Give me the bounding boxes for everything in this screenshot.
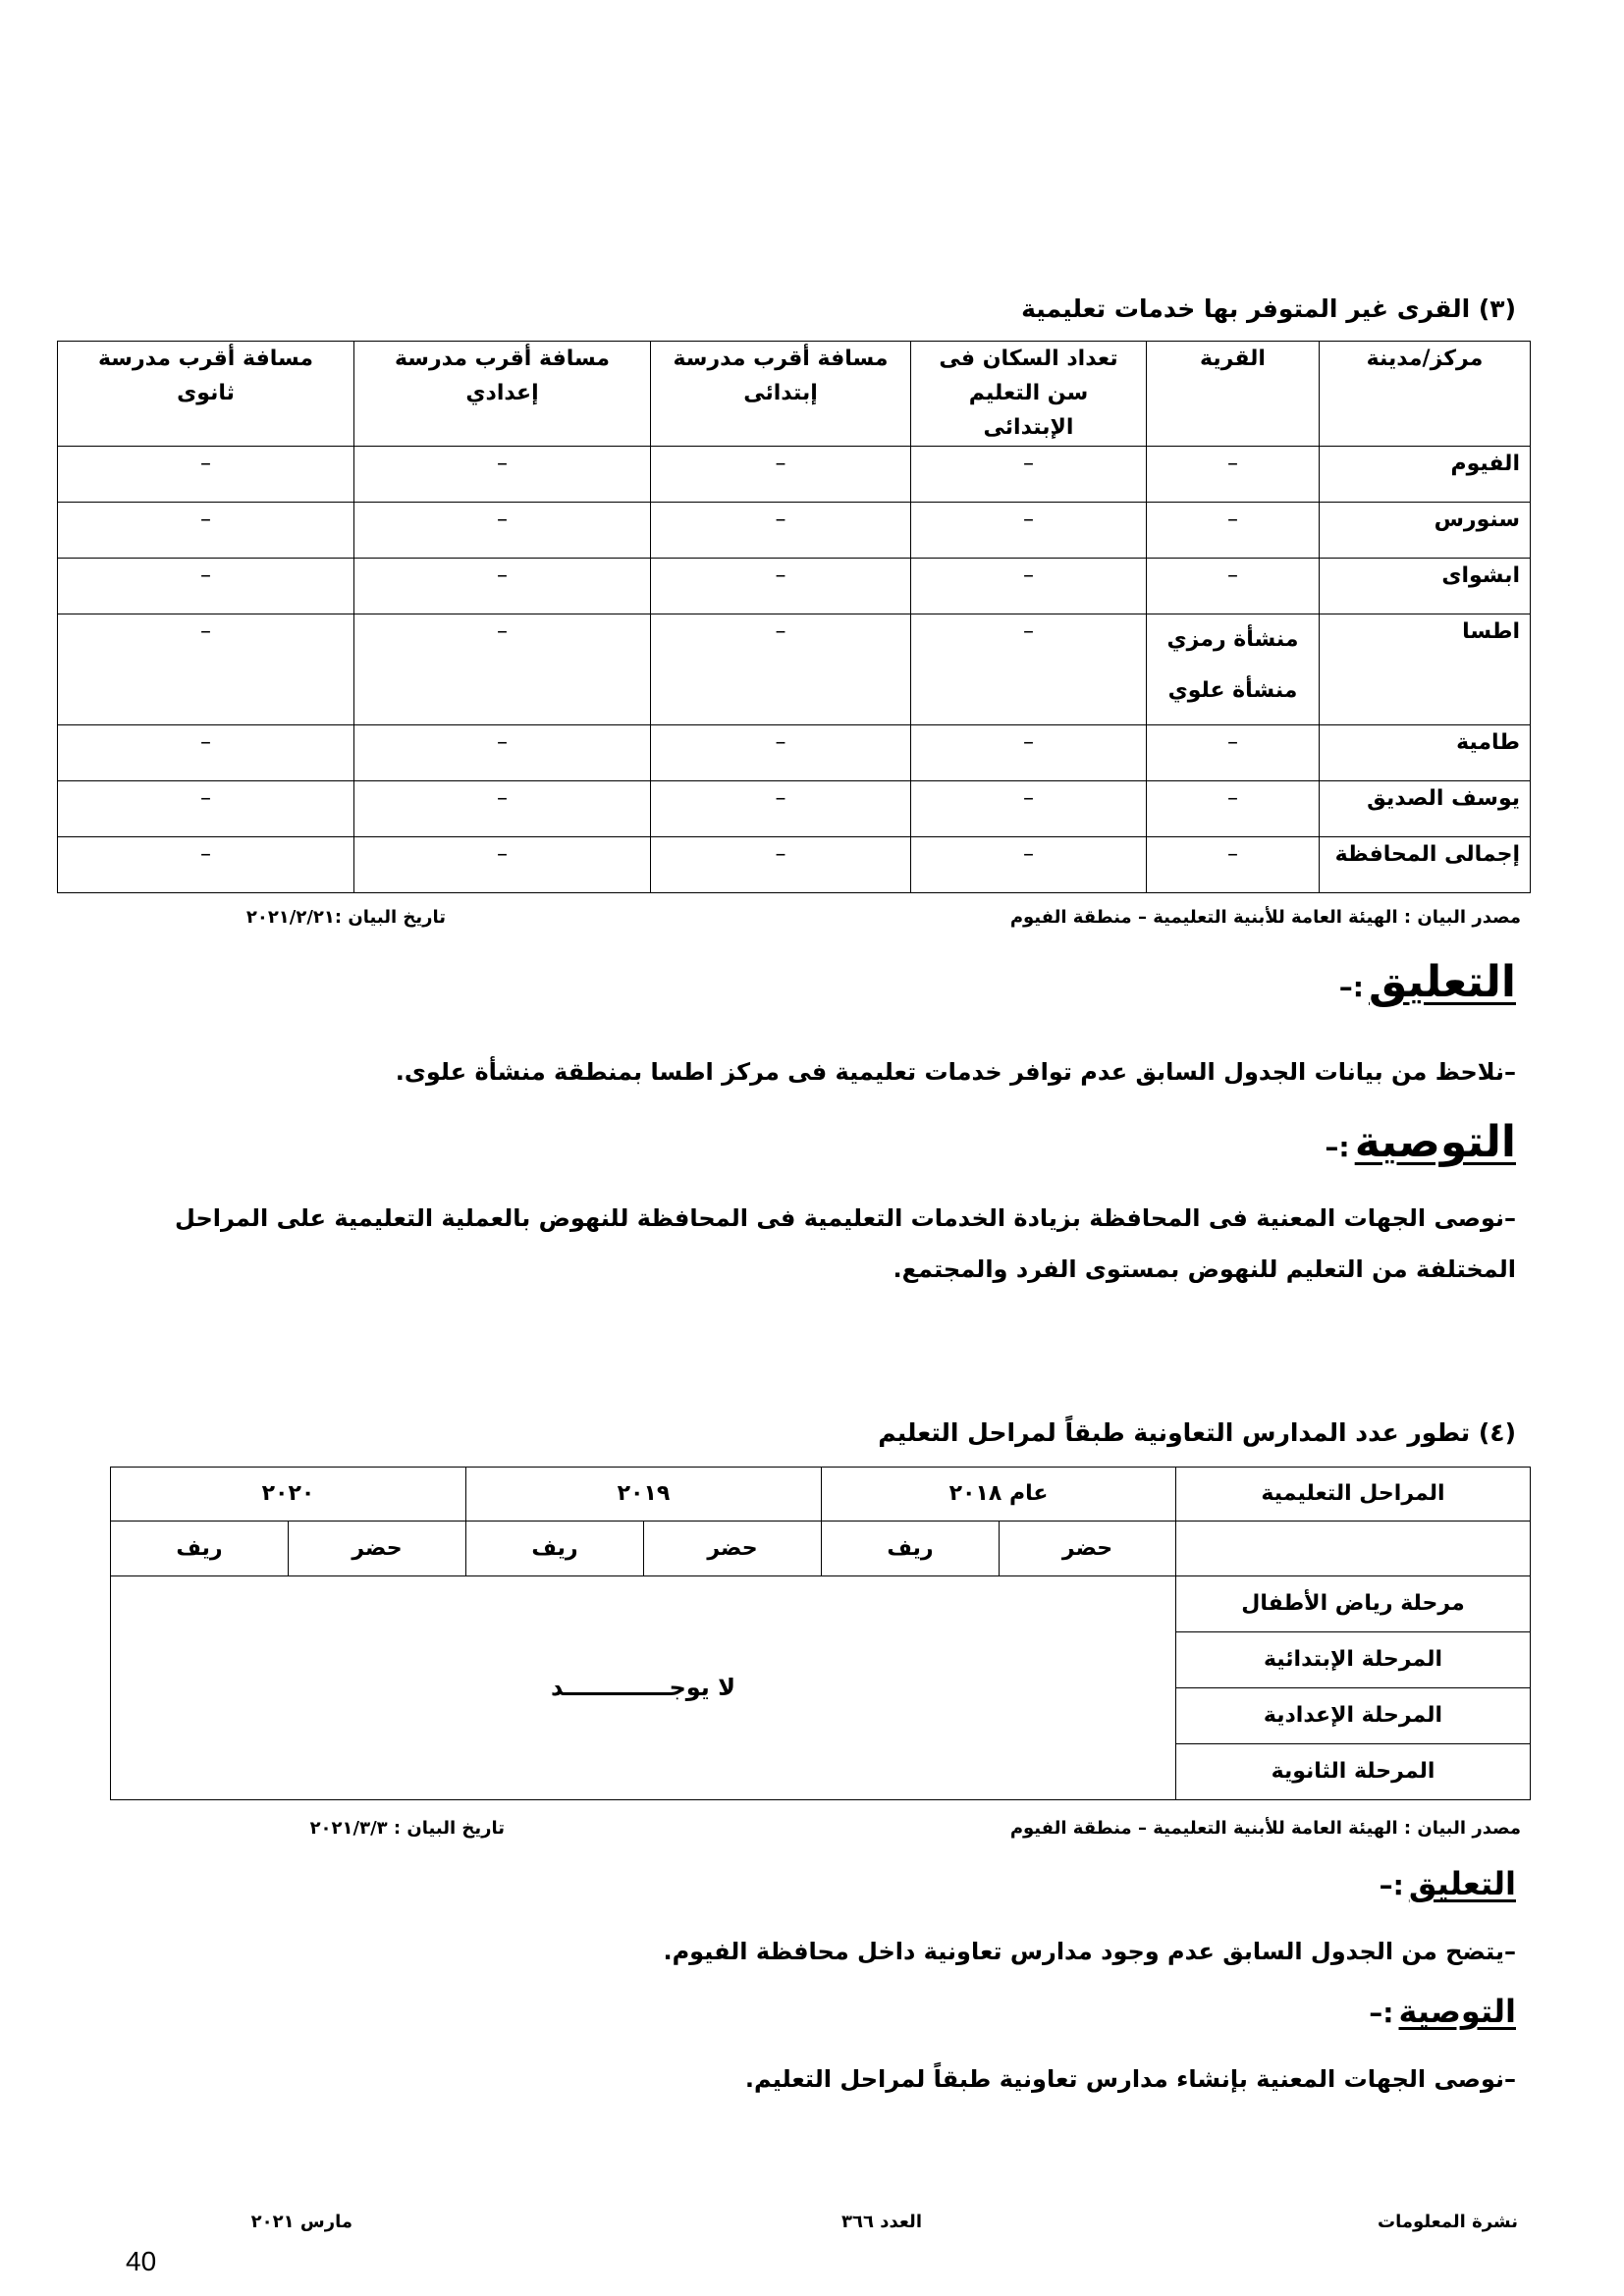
table-row [58, 614, 1531, 724]
header-year: ٢٠١٩ [465, 1468, 821, 1522]
cell: – [651, 614, 911, 724]
heading-suffix: :– [1325, 1131, 1350, 1163]
cell: – [58, 502, 354, 558]
stage-label: المرحلة الإعدادية [1176, 1688, 1531, 1744]
stage-label: المرحلة الإبتدائية [1176, 1632, 1531, 1688]
table3-header-row [58, 342, 1531, 447]
footer-publication: نشرة المعلومات [1378, 2212, 1518, 2232]
cell: – [651, 836, 911, 892]
cell: – [651, 724, 911, 780]
header-rural: ريف [465, 1522, 643, 1576]
header-rural: ريف [821, 1522, 999, 1576]
cell: – [911, 446, 1147, 502]
cell: – [354, 614, 651, 724]
table-row [110, 1576, 1530, 1632]
row-center: سنورس [1320, 502, 1531, 558]
table-row [58, 558, 1531, 614]
table-row-total [58, 836, 1531, 892]
table4-source: مصدر البيان : الهيئة العامة للأبنية التعليمية – منطقة الفيوم [1009, 1818, 1521, 1839]
table4-area-row [110, 1522, 1530, 1576]
cell: – [354, 446, 651, 502]
table-row [58, 780, 1531, 836]
row-center: اطسا [1320, 614, 1531, 724]
cell: – [354, 836, 651, 892]
header-urban: حضر [288, 1522, 465, 1576]
header-prep-distance: مسافة أقرب مدرسة إعدادي [354, 342, 651, 447]
cell: – [911, 502, 1147, 558]
stage-label: المرحلة الثانوية [1176, 1744, 1531, 1800]
comment1-heading [1339, 957, 1516, 1007]
table3-source: مصدر البيان : الهيئة العامة للأبنية التعليمية – منطقة الفيوم [1009, 907, 1521, 928]
cell: – [911, 614, 1147, 724]
cell: – [911, 724, 1147, 780]
recommend1-heading [1325, 1117, 1516, 1167]
table4-year-row [110, 1468, 1530, 1522]
table4 [110, 1467, 1531, 1800]
header-center: مركز/مدينة [1320, 342, 1531, 447]
header-stages: المراحل التعليمية [1176, 1468, 1531, 1522]
cell: – [911, 780, 1147, 836]
table-row [58, 724, 1531, 780]
cell: – [58, 836, 354, 892]
row-center: يوسف الصديق [1320, 780, 1531, 836]
page-number: 40 [126, 2246, 157, 2276]
none-cell: لا يوجـــــــــــــد [110, 1576, 1175, 1800]
header-urban: حضر [643, 1522, 821, 1576]
comment1-text: –نلاحظ من بيانات الجدول السابق عدم توافر خدمات تعليمية فى مركز اطسا بمنطقة منشأة علوى. [395, 1058, 1516, 1086]
comment2-text: –يتضح من الجدول السابق عدم وجود مدارس تعاونية داخل محافظة الفيوم. [663, 1938, 1516, 1965]
header-village: القرية [1147, 342, 1320, 447]
cell: – [58, 724, 354, 780]
table4-title: (٤) تطور عدد المدارس التعاونية طبقاً لمراحل التعليم [878, 1418, 1516, 1447]
empty-cell [1176, 1522, 1531, 1576]
cell: – [651, 446, 911, 502]
header-urban: حضر [1000, 1522, 1176, 1576]
row-center: ابشواى [1320, 558, 1531, 614]
cell: – [58, 558, 354, 614]
cell: – [1147, 502, 1320, 558]
cell: – [354, 724, 651, 780]
cell: – [58, 780, 354, 836]
header-year: عام ٢٠١٨ [821, 1468, 1175, 1522]
village-name: منشأة علوي [1167, 677, 1298, 703]
header-rural: ريف [110, 1522, 288, 1576]
cell: – [58, 446, 354, 502]
cell: – [651, 558, 911, 614]
comment-heading-text: التعليق [1369, 957, 1516, 1007]
row-center: الفيوم [1320, 446, 1531, 502]
recommend-heading-text: التوصية [1398, 1993, 1516, 2030]
recommend2-heading [1369, 1993, 1516, 2030]
cell: – [354, 780, 651, 836]
table3-title: (٣) القرى غير المتوفر بها خدمات تعليمية [1021, 294, 1516, 323]
recommend2-text: –نوصى الجهات المعنية بإنشاء مدارس تعاونية طبقاً لمراحل التعليم. [744, 2065, 1516, 2093]
comment-heading-text: التعليق [1408, 1865, 1516, 1902]
heading-suffix: :– [1379, 1869, 1404, 1901]
footer-month: مارس ٢٠٢١ [250, 2212, 352, 2232]
cell: – [58, 614, 354, 724]
row-center: طامية [1320, 724, 1531, 780]
stage-label: مرحلة رياض الأطفال [1176, 1576, 1531, 1632]
table4-date: تاريخ البيان : ٢٠٢١/٣/٣ [309, 1818, 505, 1839]
table-row [58, 446, 1531, 502]
footer-issue: العدد ٣٦٦ [841, 2212, 922, 2232]
cell: – [1147, 724, 1320, 780]
cell: – [1147, 836, 1320, 892]
cell: – [1147, 558, 1320, 614]
cell: – [911, 558, 1147, 614]
cell: – [1147, 780, 1320, 836]
comment2-heading [1380, 1865, 1516, 1902]
cell: – [354, 558, 651, 614]
cell: – [1147, 446, 1320, 502]
village-name: منشأة رمزي [1166, 626, 1299, 652]
cell-villages [1147, 614, 1320, 724]
header-secondary-distance: مسافة أقرب مدرسة ثانوى [58, 342, 354, 447]
row-center: إجمالى المحافظة [1320, 836, 1531, 892]
cell: – [651, 780, 911, 836]
header-year: ٢٠٢٠ [110, 1468, 465, 1522]
heading-suffix: :– [1369, 1997, 1394, 2029]
cell: – [911, 836, 1147, 892]
table3 [57, 341, 1531, 893]
table-row [58, 502, 1531, 558]
table3-date: تاريخ البيان :٢٠٢١/٢/٢١ [245, 907, 446, 928]
cell: – [354, 502, 651, 558]
header-primary-distance: مسافة أقرب مدرسة إبتدائى [651, 342, 911, 447]
header-population: تعداد السكان فى سن التعليم الإبتدائى [911, 342, 1147, 447]
recommend1-text: –نوصى الجهات المعنية فى المحافظة بزيادة الخدمات التعليمية فى المحافظة للنهوض بالعملية التعليمية على المراحل المختلفة من التعليم للنهوض بمستوى الفرد والمجتمع. [175, 1204, 1516, 1283]
recommend-heading-text: التوصية [1354, 1117, 1516, 1167]
heading-suffix: :– [1338, 971, 1364, 1003]
cell: – [651, 502, 911, 558]
